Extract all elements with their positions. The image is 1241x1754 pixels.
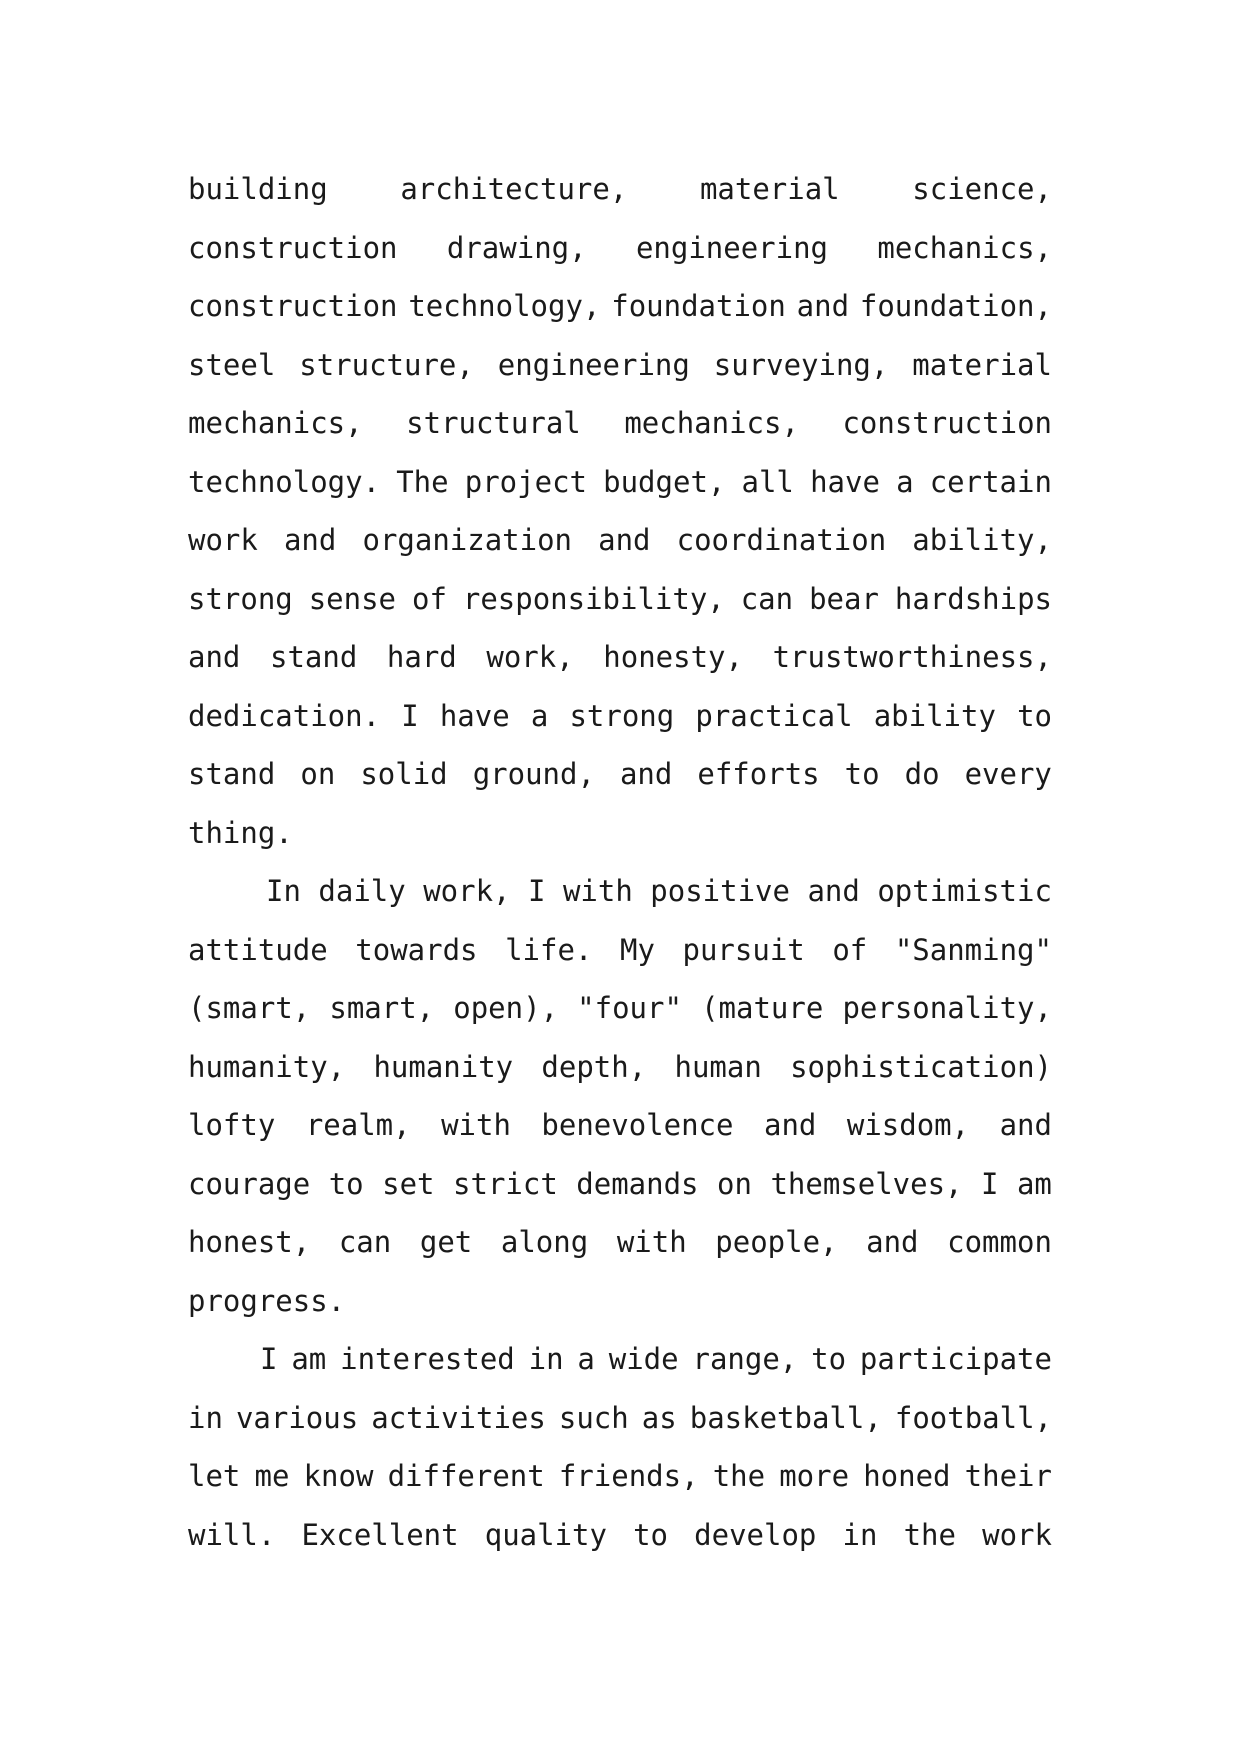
text-line: attitude towards life. My pursuit of "Sanming" <box>188 932 1052 967</box>
text-line: humanity, humanity depth, human sophistication) <box>188 1049 1052 1084</box>
text-line-indented: In daily work, I with positive and optimistic <box>266 874 1052 908</box>
text-line: (smart, smart, open), "four" (mature personality, <box>188 991 1052 1025</box>
paragraph-1 <box>188 160 1052 862</box>
text-line: will. Excellent quality to develop in the work <box>188 1517 1052 1552</box>
text-line: thing. <box>188 815 293 850</box>
text-line: dedication. I have a strong practical ability to <box>188 698 1052 733</box>
paragraph-3 <box>188 1330 1052 1564</box>
text-line: steel structure, engineering surveying, material <box>188 347 1052 382</box>
text-line: in various activities such as basketball, football, <box>188 1400 1052 1435</box>
text-line: progress. <box>188 1283 346 1318</box>
text-line: construction drawing, engineering mechanics, <box>188 230 1052 265</box>
text-line: construction technology, foundation and foundation, <box>188 289 1052 323</box>
document-body <box>188 160 1052 1564</box>
text-line: let me know different friends, the more honed their <box>188 1459 1052 1493</box>
text-line: courage to set strict demands on themselves, I am <box>188 1166 1052 1201</box>
text-line: stand on solid ground, and efforts to do every <box>188 757 1052 791</box>
text-line: strong sense of responsibility, can bear hardships <box>188 581 1052 616</box>
paragraph-2 <box>188 862 1052 1330</box>
text-line: technology. The project budget, all have a certain <box>188 464 1052 499</box>
text-line-indented: I am interested in a wide range, to participate <box>260 1342 1052 1376</box>
text-line: and stand hard work, honesty, trustworthiness, <box>188 640 1052 674</box>
text-line: work and organization and coordination ability, <box>188 523 1052 557</box>
text-line: honest, can get along with people, and common <box>188 1225 1052 1259</box>
text-line: mechanics, structural mechanics, construction <box>188 406 1052 440</box>
text-line: building architecture, material science, <box>188 172 1052 206</box>
text-line: lofty realm, with benevolence and wisdom, and <box>188 1108 1052 1142</box>
